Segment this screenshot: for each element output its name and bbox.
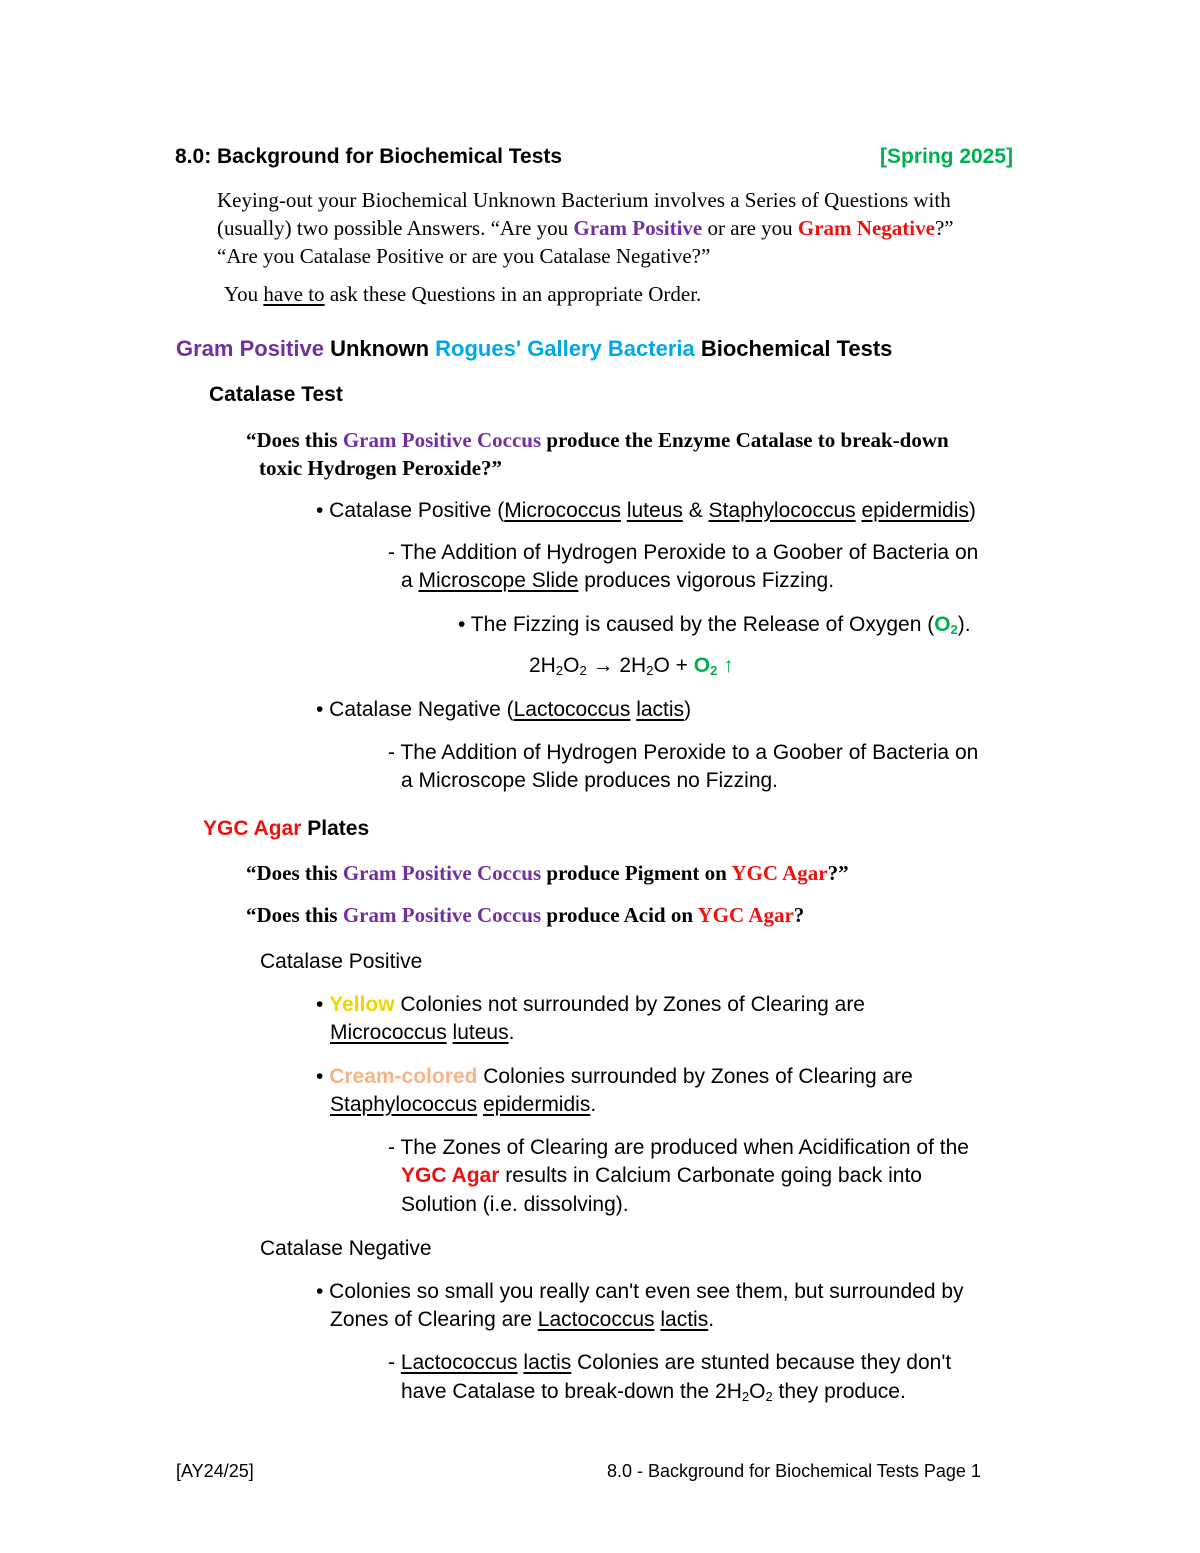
ygc-catalase-negative-label: Catalase Negative [260, 1237, 432, 1260]
catalase-negative-desc-2: a Microscope Slide produces no Fizzing. [401, 769, 779, 792]
catalase-heading: Catalase Test [209, 383, 343, 406]
cream-colonies-line-2: Staphylococcus epidermidis. [330, 1093, 597, 1116]
small-colonies-line-1: • Colonies so small you really can't even see them, but surrounded by [316, 1280, 964, 1303]
ygc-catalase-positive-label: Catalase Positive [260, 950, 423, 973]
catalase-question-line-2: toxic Hydrogen Peroxide?” [259, 456, 503, 480]
intro-line-2: (usually) two possible Answers. “Are you Gram Positive or are you Gram Negative?” [217, 216, 954, 240]
ygc-heading: YGC Agar Plates [203, 817, 370, 840]
catalase-question-line-1: “Does this Gram Positive Coccus produce the Enzyme Catalase to break-down [246, 428, 949, 452]
order-note: You have to ask these Questions in an appropriate Order. [224, 282, 702, 306]
fizzing-note: • The Fizzing is caused by the Release of Oxygen $(O_2)$. [458, 613, 971, 637]
page-title: 8.0: Background for Biochemical Tests [175, 145, 563, 168]
stunted-line-2: have Catalase to break-down the $2H_2O_2$ they produce. [401, 1380, 906, 1404]
catalase-positive-desc-2: a Microscope Slide produces vigorous Fizzing. [401, 569, 835, 592]
catalase-positive-item: • Catalase Positive (Micrococcus luteus & Staphylococcus epidermidis) [316, 499, 976, 522]
ygc-question-acid: “Does this Gram Positive Coccus produce Acid on YGC Agar? [246, 903, 805, 927]
yellow-colonies-line-1: • Yellow Colonies not surrounded by Zones of Clearing are [316, 993, 865, 1016]
zones-line-1: - The Zones of Clearing are produced when Acidification of the [388, 1136, 969, 1159]
catalase-negative-desc-1: - The Addition of Hydrogen Peroxide to a Goober of Bacteria on [388, 741, 979, 764]
small-colonies-line-2: Zones of Clearing are Lactococcus lactis. [330, 1308, 715, 1331]
catalase-negative-item: • Catalase Negative (Lactococcus lactis) [316, 698, 692, 721]
footer-page-label: 8.0 - Background for Biochemical Tests Page 1 [607, 1461, 981, 1481]
zones-line-3: Solution (i.e. dissolving). [401, 1193, 629, 1216]
intro-line-3: “Are you Catalase Positive or are you Catalase Negative?” [217, 244, 711, 268]
ygc-question-pigment: “Does this Gram Positive Coccus produce Pigment on YGC Agar?” [246, 861, 849, 885]
up-arrow-icon: ↑ [723, 654, 734, 677]
yellow-colonies-line-2: Micrococcus luteus. [330, 1021, 515, 1044]
section-heading: Gram Positive Unknown Rogues' Gallery Bacteria Biochemical Tests [176, 336, 893, 361]
gram-positive-term: Gram Positive [573, 216, 703, 240]
term-label: [Spring 2025] [880, 145, 1014, 168]
cream-colonies-line-1: • Cream-colored Colonies surrounded by Zones of Clearing are [316, 1065, 913, 1088]
catalase-positive-desc-1: - The Addition of Hydrogen Peroxide to a Goober of Bacteria on [388, 541, 979, 564]
reaction-equation: $2H_2O_2 \to 2H_2O + O_2$ ↑ [529, 654, 734, 678]
stunted-line-1: - Lactococcus lactis Colonies are stunted because they don't [388, 1351, 952, 1374]
intro-line-1: Keying-out your Biochemical Unknown Bacterium involves a Series of Questions with [217, 188, 951, 212]
zones-line-2: YGC Agar results in Calcium Carbonate going back into [401, 1164, 922, 1187]
gram-negative-term: Gram Negative [797, 216, 935, 240]
footer-left: [AY24/25] [176, 1461, 254, 1481]
